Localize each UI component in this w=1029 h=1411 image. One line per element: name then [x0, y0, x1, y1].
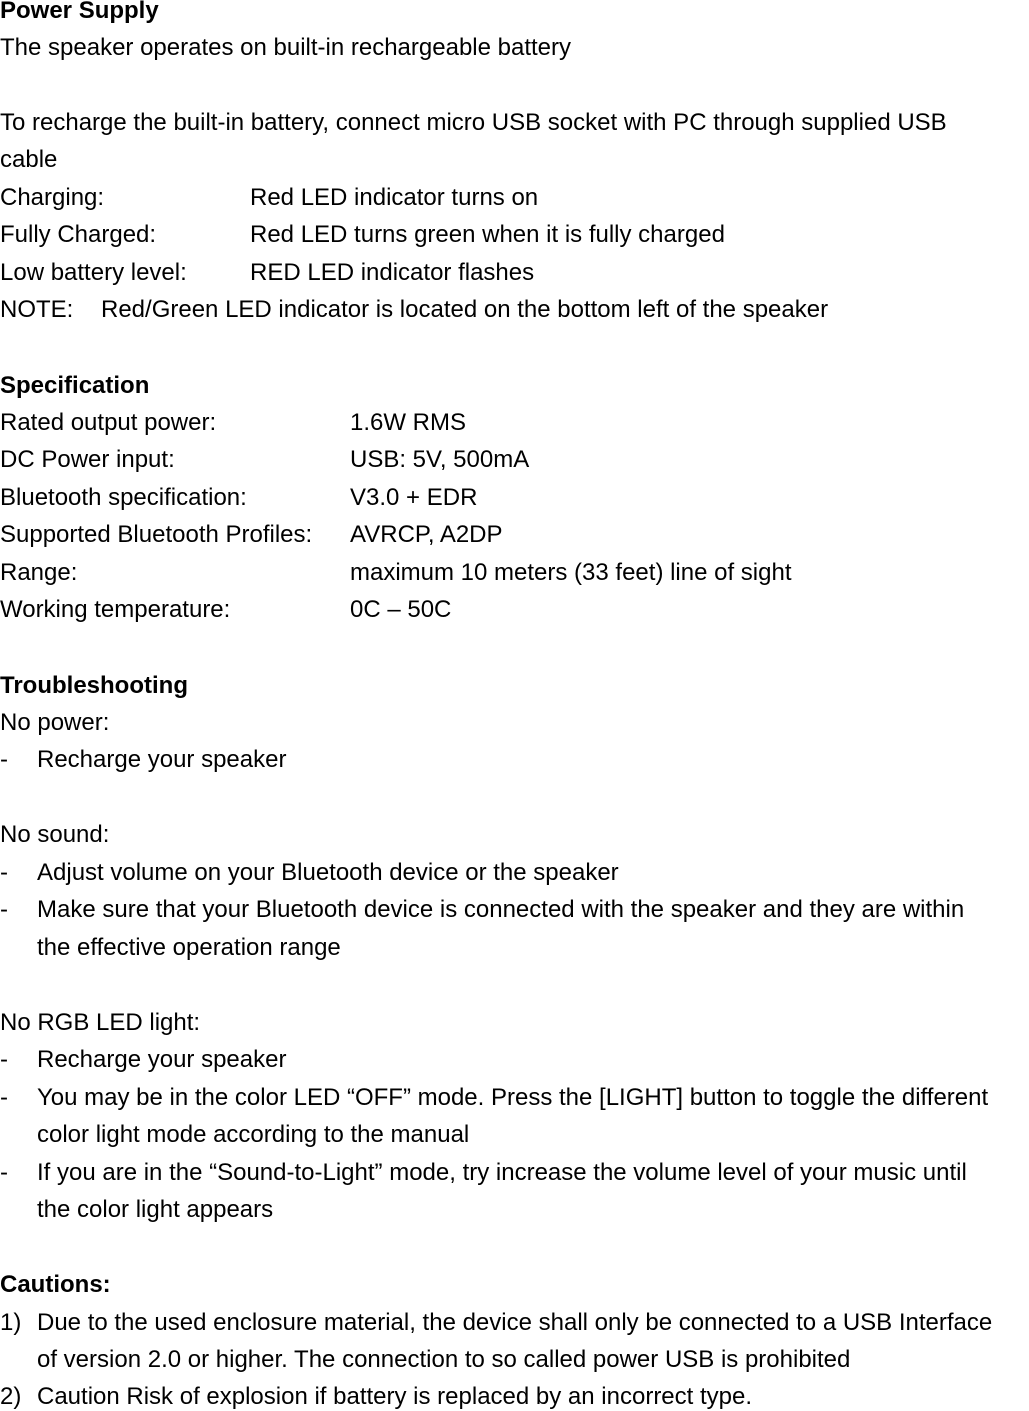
list-item-text: Recharge your speaker [37, 1046, 287, 1073]
charging-label: Charging: [0, 184, 105, 211]
list-item-text: the effective operation range [37, 934, 341, 961]
caution-text: Due to the used enclosure material, the device shall only be connected to a USB Interface [37, 1309, 993, 1336]
spec-value: USB: 5V, 500mA [350, 446, 530, 473]
bullet-dash: - [0, 1159, 8, 1186]
spec-value: 0C – 50C [350, 596, 452, 623]
spec-value: maximum 10 meters (33 feet) line of sight [350, 559, 792, 586]
bullet-dash: - [0, 746, 8, 773]
fully-charged-label: Fully Charged: [0, 221, 157, 248]
spec-label: Range: [0, 559, 78, 586]
spec-label: Bluetooth specification: [0, 484, 247, 511]
bullet-dash: - [0, 859, 8, 886]
note-label: NOTE: [0, 296, 74, 323]
list-item-text: the color light appears [37, 1196, 274, 1223]
low-battery-value: RED LED indicator flashes [250, 259, 535, 286]
recharge-text-line-2: cable [0, 146, 58, 173]
recharge-text-line-1: To recharge the built-in battery, connect micro USB socket with PC through supplied USB [0, 109, 947, 136]
caution-text: Caution Risk of explosion if battery is replaced by an incorrect type. [37, 1383, 753, 1410]
fully-charged-value: Red LED turns green when it is fully charged [250, 221, 725, 248]
no-rgb-title: No RGB LED light: [0, 1009, 201, 1036]
spec-value: 1.6W RMS [350, 409, 467, 436]
low-battery-label: Low battery level: [0, 259, 187, 286]
spec-label: Supported Bluetooth Profiles: [0, 521, 313, 548]
spec-label: Working temperature: [0, 596, 231, 623]
no-power-title: No power: [0, 709, 110, 736]
power-intro: The speaker operates on built-in rechargeable battery [0, 34, 572, 61]
note-text: Red/Green LED indicator is located on the bottom left of the speaker [101, 296, 829, 323]
bullet-dash: - [0, 1084, 8, 1111]
bullet-dash: - [0, 896, 8, 923]
spec-value: V3.0 + EDR [350, 484, 478, 511]
list-item-text: If you are in the “Sound-to-Light” mode, try increase the volume level of your music until [37, 1159, 967, 1186]
list-item-text: Adjust volume on your Bluetooth device or the speaker [37, 859, 619, 886]
no-sound-title: No sound: [0, 821, 110, 848]
spec-label: DC Power input: [0, 446, 175, 473]
spec-label: Rated output power: [0, 409, 217, 436]
spec-value: AVRCP, A2DP [350, 521, 503, 548]
caution-text: of version 2.0 or higher. The connection to so called power USB is prohibited [37, 1346, 851, 1373]
caution-number: 1) [0, 1309, 22, 1336]
charging-value: Red LED indicator turns on [250, 184, 539, 211]
bullet-dash: - [0, 1046, 8, 1073]
list-item-text: Recharge your speaker [37, 746, 287, 773]
list-item-text: Make sure that your Bluetooth device is connected with the speaker and they are within [37, 896, 965, 923]
power-supply-heading: Power Supply [0, 0, 159, 24]
caution-number: 2) [0, 1383, 22, 1410]
list-item-text: color light mode according to the manual [37, 1121, 470, 1148]
list-item-text: You may be in the color LED “OFF” mode. Press the [LIGHT] button to toggle the different [37, 1084, 989, 1111]
specification-heading: Specification [0, 372, 150, 399]
troubleshooting-heading: Troubleshooting [0, 672, 188, 699]
cautions-heading: Cautions: [0, 1271, 111, 1298]
